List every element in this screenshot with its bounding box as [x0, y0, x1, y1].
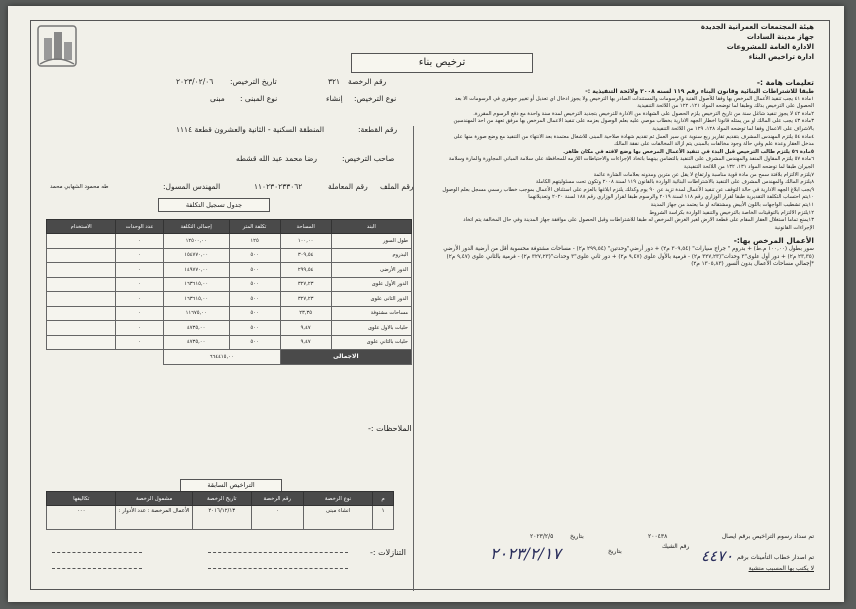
cell: ٠: [116, 277, 163, 292]
prev-permits-table: [46, 491, 394, 530]
cell: ١١٦٧٥,٠٠: [163, 306, 229, 321]
page-title: ترخيص بناء: [351, 53, 533, 73]
permit-date-label: تاريخ الترخيص:: [230, 77, 277, 86]
cell: ٠٠٠: [47, 506, 116, 530]
col-permit-number: رقم الرخصة: [251, 492, 303, 506]
cell: [47, 306, 116, 321]
authority-logo-icon: [34, 20, 80, 72]
cell: ٥٠٠: [229, 248, 280, 263]
col-usage: الاستخدام: [47, 220, 116, 234]
cell: ٣٢٧,٢٣: [280, 292, 331, 307]
insurance-number-handwritten: ٤٤٧٠: [701, 547, 734, 565]
city-name: جهاز مدينة السادات: [746, 33, 814, 41]
cell: ٠: [116, 306, 163, 321]
table-row: [47, 506, 394, 530]
cost-table-caption: جدول تسجيل التكلفة: [158, 198, 270, 212]
prev-header-row: [47, 492, 394, 506]
total-label: الاجمالى: [280, 350, 411, 365]
instruction-item: ٦مادة ٥٧ يلتزم المقاول المنفذ والمهندس المشرف على التنفيذ بالتضامن بينهما باتخاذ الإجراءات والاحتياطات اللازمه للمحافظة على سلامة المباني المجاورة والمارة وسلامة الجيران طبقا لما توضحه المواد ١٣١، ١٣٢ من اللائحة التنفيذية: [448, 156, 814, 170]
instruction-item: ٢مادة ٤٢ لا يجوز تنفيذ شاغل سنة من تاريخ الترخيص يلزم الحصول على الشهادة من الادارة للترخيص بتجديد الترخيص لمدة سنة واحدة مع دفع الرسوم المقررة.: [473, 110, 814, 117]
cell: [47, 277, 116, 292]
cell: ٢٩٩,٥٤: [280, 263, 331, 278]
col-permit-date: تاريخ الرخصة: [192, 492, 251, 506]
dept-permits: ادارة تراخيص البناء: [748, 53, 814, 61]
owner-label: صاحب الترخيص:: [342, 154, 395, 163]
waiver-line-3: [52, 568, 142, 569]
cell: ٥٠٠: [229, 306, 280, 321]
permit-number-label: رقم الرخصة: [348, 77, 387, 86]
cell: [47, 263, 116, 278]
cell: الدور الأرضى: [331, 263, 411, 278]
table-row: [47, 248, 412, 263]
col-area: المساحة: [280, 220, 331, 234]
col-meter-cost: تكلفة المتر: [229, 220, 280, 234]
insurance-date-handwritten: ٢٠٢٣/٢/١٧: [490, 544, 561, 563]
col-item: البند: [331, 220, 411, 234]
cell: الأعمال المرخصة : عدد الأدوار :: [116, 506, 192, 530]
cell: ٤٧٣٥,٠٠: [163, 321, 229, 336]
cell: ٥٠٠: [229, 263, 280, 278]
column-divider: [413, 126, 414, 591]
col-permit-type: نوع الرخصة: [303, 492, 372, 506]
cheque-label: رقم الشيك: [662, 543, 690, 550]
instructions-panel: [442, 78, 814, 269]
owner-name: رضا محمد عبد الله قشطه: [236, 154, 317, 163]
waivers-label: التنازلات :-: [370, 548, 407, 557]
file-label: رقم الملف: [380, 182, 414, 191]
waiver-line-1: [52, 552, 142, 553]
instruction-item: ٨يلتزم المالك والمهندس المشرف على التنفيذ بالاشتراطات البنائية الواردة بالقانون ١١٩ لسنة ٢٠٠٨ وتكون تحت مسئوليتهم الكاملة: [535, 179, 814, 186]
cell: ٩,٤٧: [280, 335, 331, 350]
cost-header-row: [47, 220, 412, 234]
authority-header: [701, 22, 814, 62]
transaction-number: ١١٠٢٣٠٢٣٣٠٦٢: [254, 182, 303, 191]
cell: ٥٠٠: [229, 277, 280, 292]
cell: ٥٠٠: [229, 292, 280, 307]
instructions-subheading: طبقا للاشتراطات البنائية وقانون البناء رقم ١١٩ لسنه ٢٠٠٨ ولائحة التنفيذية :-: [585, 88, 814, 95]
insurance-dated-label: بتاريخ: [608, 548, 622, 555]
table-row: [47, 321, 412, 336]
instruction-item: ١١يتم تشطيب الواجهات باللون الأبيض ومشتقاته او ما يعتمد من جهاز المدينة: [650, 201, 814, 208]
engineer-name: طه محمود الشهابي محمد: [50, 184, 109, 190]
engineer-label: المهندس المسول:: [163, 182, 221, 191]
permit-type: إنشاء: [326, 94, 343, 103]
footer-warning: لا يكتب بها المسبب منشية: [748, 565, 814, 572]
table-row: [47, 306, 412, 321]
dept-projects: الادارة العامة للمشروعات: [726, 43, 814, 51]
cell: ٥٠٠: [229, 321, 280, 336]
notes-label: الملاحظات :-: [368, 424, 412, 433]
cell: ١٥٤٧٧٠,٠٠: [163, 248, 229, 263]
col-permit-cost: تكاليفها: [47, 492, 116, 506]
col-permit-scope: مشمول الرخصة: [116, 492, 192, 506]
permit-type-label: نوع الترخيص:: [354, 94, 397, 103]
cell: حليات بالاول علوى: [331, 321, 411, 336]
permit-document: [8, 6, 844, 602]
table-row: [47, 277, 412, 292]
receipt-date-label: بتاريخ: [570, 533, 584, 540]
cell: ١٢٥: [229, 234, 280, 249]
fees-label: تم سداد رسوم التراخيص برقم ايصال: [721, 533, 814, 540]
receipt-date: ٢٠٢٣/٢/٥: [530, 533, 554, 540]
instruction-item: ١٣يمنع تماما استغلال العقار المقام على قطعة الارض لغير الغرض المرخص له طبقا للاشتراطات وقبل الحصول على موافقة جهاز المدينة وفي حال المخالفة يتم اتخاذ الإجراءات القانونية: [463, 217, 814, 231]
cell: [47, 234, 116, 249]
licensed-works-heading: الأعمال المرخص بها:-: [733, 236, 814, 246]
col-units: عدد الوحدات: [116, 220, 163, 234]
cell: [47, 292, 116, 307]
table-row: [47, 234, 412, 249]
cell: ٢٣,٣٥: [280, 306, 331, 321]
table-row: [47, 335, 412, 350]
col-total-cost: إجمالى التكلفة: [163, 220, 229, 234]
instruction-item: ٣مادة ٤٣ يجب على المالك او من يمثله قانونا اخطار الجهه الادارية بخطاب موصي عليه بعلم الوصول بعزمه على تنفيذ الاعمال المرخص بها مرفق تعهد من احد المهندسين بالاشراف على الاعمال وفقا لما توضحه المواد ١٢٨، ١٢٩ من اللائحة التنفيذية: [453, 118, 814, 132]
cell: ١٠٠,٠٠: [280, 234, 331, 249]
instruction-item: ٥مادة ٥٦ يلتزم طالب الترخيص قبل البدء في تنفيذ الأعمال المرخص بها وضع لافته في مكان ظاهر.: [563, 148, 814, 155]
cell: ٠: [116, 234, 163, 249]
cell: [47, 321, 116, 336]
cell: طول السور: [331, 234, 411, 249]
cell: ٠: [116, 292, 163, 307]
instructions-heading: تعليمات هامة :-: [756, 78, 814, 87]
cell: ١٢٥٠٠,٠٠: [163, 234, 229, 249]
cell: مساحات مشتوفة: [331, 306, 411, 321]
col-index: م: [373, 492, 394, 506]
licensed-works-text: سور بطول (١٠٠,٠٠ م.ط) + بدروم " جراج سيارات" (٣٠٩,٥٤ م٢) + دور أرضي"وحدتين" (٢٩٩,٥٤ م٢) - مساحات مشتوفة محسوبة أقل من أرضية الدور الأرضي (٢٣,٣٥ م٢) + دور أول علوى"٣ وحدات"(٣٢٧,٢٣ م٢) - فرمية بالأول علوى (٩,٤٧ م٢) + دور ثاني علوى"٣ وحدات"(٣٢٧,٢٣ م٢) - فرمية بالثاني علوى (٩,٤٧ م٢) *إجمالي مساحات الأعمال بدون السور (١٣٠٥,٨٣ م٢): [443, 246, 814, 268]
insurance-label: تم اصدار خطاب التأمينات برقم: [736, 554, 814, 561]
cell: [47, 248, 116, 263]
instruction-item: ١٢يلتزم الالتزام بالتوقيتات الخاصة بالترخيص والتنفيذ الواردة بكراسة الشروط: [649, 209, 814, 216]
cell: الدور الثانى علوى: [331, 292, 411, 307]
cell: ٠: [116, 263, 163, 278]
total-row: [47, 350, 412, 365]
cost-table: [46, 219, 412, 365]
cell: انشاء مبنى: [303, 506, 372, 530]
permit-date: ٢٠٢٣/٠٢/٠٦: [176, 77, 214, 86]
cell: البدروم: [331, 248, 411, 263]
instruction-item: ١٠يتم احتساب التكلفة التقديرية طبقا لقرار الوزاري رقم ١١٨ لسنة ٢٠١٩ والرسوم طبقا لقرار الوزاري رقم ١٨٨ لسنة ٢٠٢٠ وتعديلاتهما: [528, 194, 814, 201]
cell: ٣٢٧,٢٣: [280, 277, 331, 292]
instruction-item: ١مادة ٤١ يجب تنفيذ الأعمال المرخص بها وفقا للأصول الفنية والرسومات والمستندات الصادر بها الترخيص ولا يجوز ادخال اي تعديل أو تغيير جوهري في الرسومات الا بعد الحصول على الترخيص بذلك وطبقا لما توضحه المواد ١٢١، ١٢٢ من اللائحة التنفيذية: [454, 95, 814, 110]
instruction-item: ٧يلتزم الالتزام بلافتة سمح من مادة قوية مناسبة وارتفاع لا يقل عن مترين ومدونه بعلامات الشارة عائمة: [593, 171, 814, 178]
total-value: ٦٦٤٤١٥,٠٠: [163, 350, 280, 365]
cell: ٠: [116, 248, 163, 263]
cell: ٥٠٠: [229, 335, 280, 350]
building-type: مبنى: [210, 94, 225, 103]
plot-value: المنطقة السكنية - الثانية والعشرون قطعة ١١١٤: [176, 125, 325, 134]
cell: [47, 335, 116, 350]
cell: ١٦٣٦١٥,٠٠: [163, 292, 229, 307]
total-spacer: [47, 350, 164, 365]
cell: ٠: [251, 506, 303, 530]
permit-number: ٣٢١: [328, 77, 341, 86]
cell: ٩,٤٧: [280, 321, 331, 336]
cell: ١٦٣٦١٥,٠٠: [163, 277, 229, 292]
building-type-label: نوع المبنى :: [240, 94, 278, 103]
instruction-item: ٩يجب ابلاغ الجهه الادارية في حالة التوقف عن تنفيذ الأعمال لمدة تزيد عن ٩٠ يوم وكذلك يلتزم ابلاغها بالعزم على استئناف الأعمال بموجب خطاب رسمي مسجل بعلم الوصول: [442, 186, 814, 193]
cell: ٢٠١٦/١٢/١٣: [192, 506, 251, 530]
instruction-item: ٤مادة ٥٤ يلتزم المهندس المشرف بتقديم تقارير ربع سنوية عن سير العمل ثم تقديم شهادة صلاحية المبنى للاشغال معتمدة بعد الانتهاء من التنفيذ مع وضع صورة منها على مدخل العقار وعدة علم وقي حالة وجود مخالفات بالمبنى يتم ازالة المخالفات على نفقة المالك: [453, 133, 814, 148]
receipt-number: ٢٠٠٤٣٨: [648, 533, 668, 540]
cell: حليات بالثاني علوى: [331, 335, 411, 350]
waiver-line-4: [208, 568, 348, 569]
transaction-label: رقم المعاملة: [328, 182, 368, 191]
cell: الدور الأول علوى: [331, 277, 411, 292]
waiver-line-2: [208, 552, 348, 553]
cell: ١: [373, 506, 394, 530]
authority-name: هيئة المجتمعات العمرانية الجديدة: [700, 23, 814, 31]
cell: ٠: [116, 321, 163, 336]
cell: ١٤٩٧٧٠,٠٠: [163, 263, 229, 278]
table-row: [47, 292, 412, 307]
cell: ٠: [116, 335, 163, 350]
prev-permits-caption: التراخيص السابقة: [180, 479, 282, 492]
cell: ٤٧٣٥,٠٠: [163, 335, 229, 350]
plot-label: رقم القطعة:: [358, 125, 398, 134]
table-row: [47, 263, 412, 278]
cell: ٣٠٩,٥٤: [280, 248, 331, 263]
